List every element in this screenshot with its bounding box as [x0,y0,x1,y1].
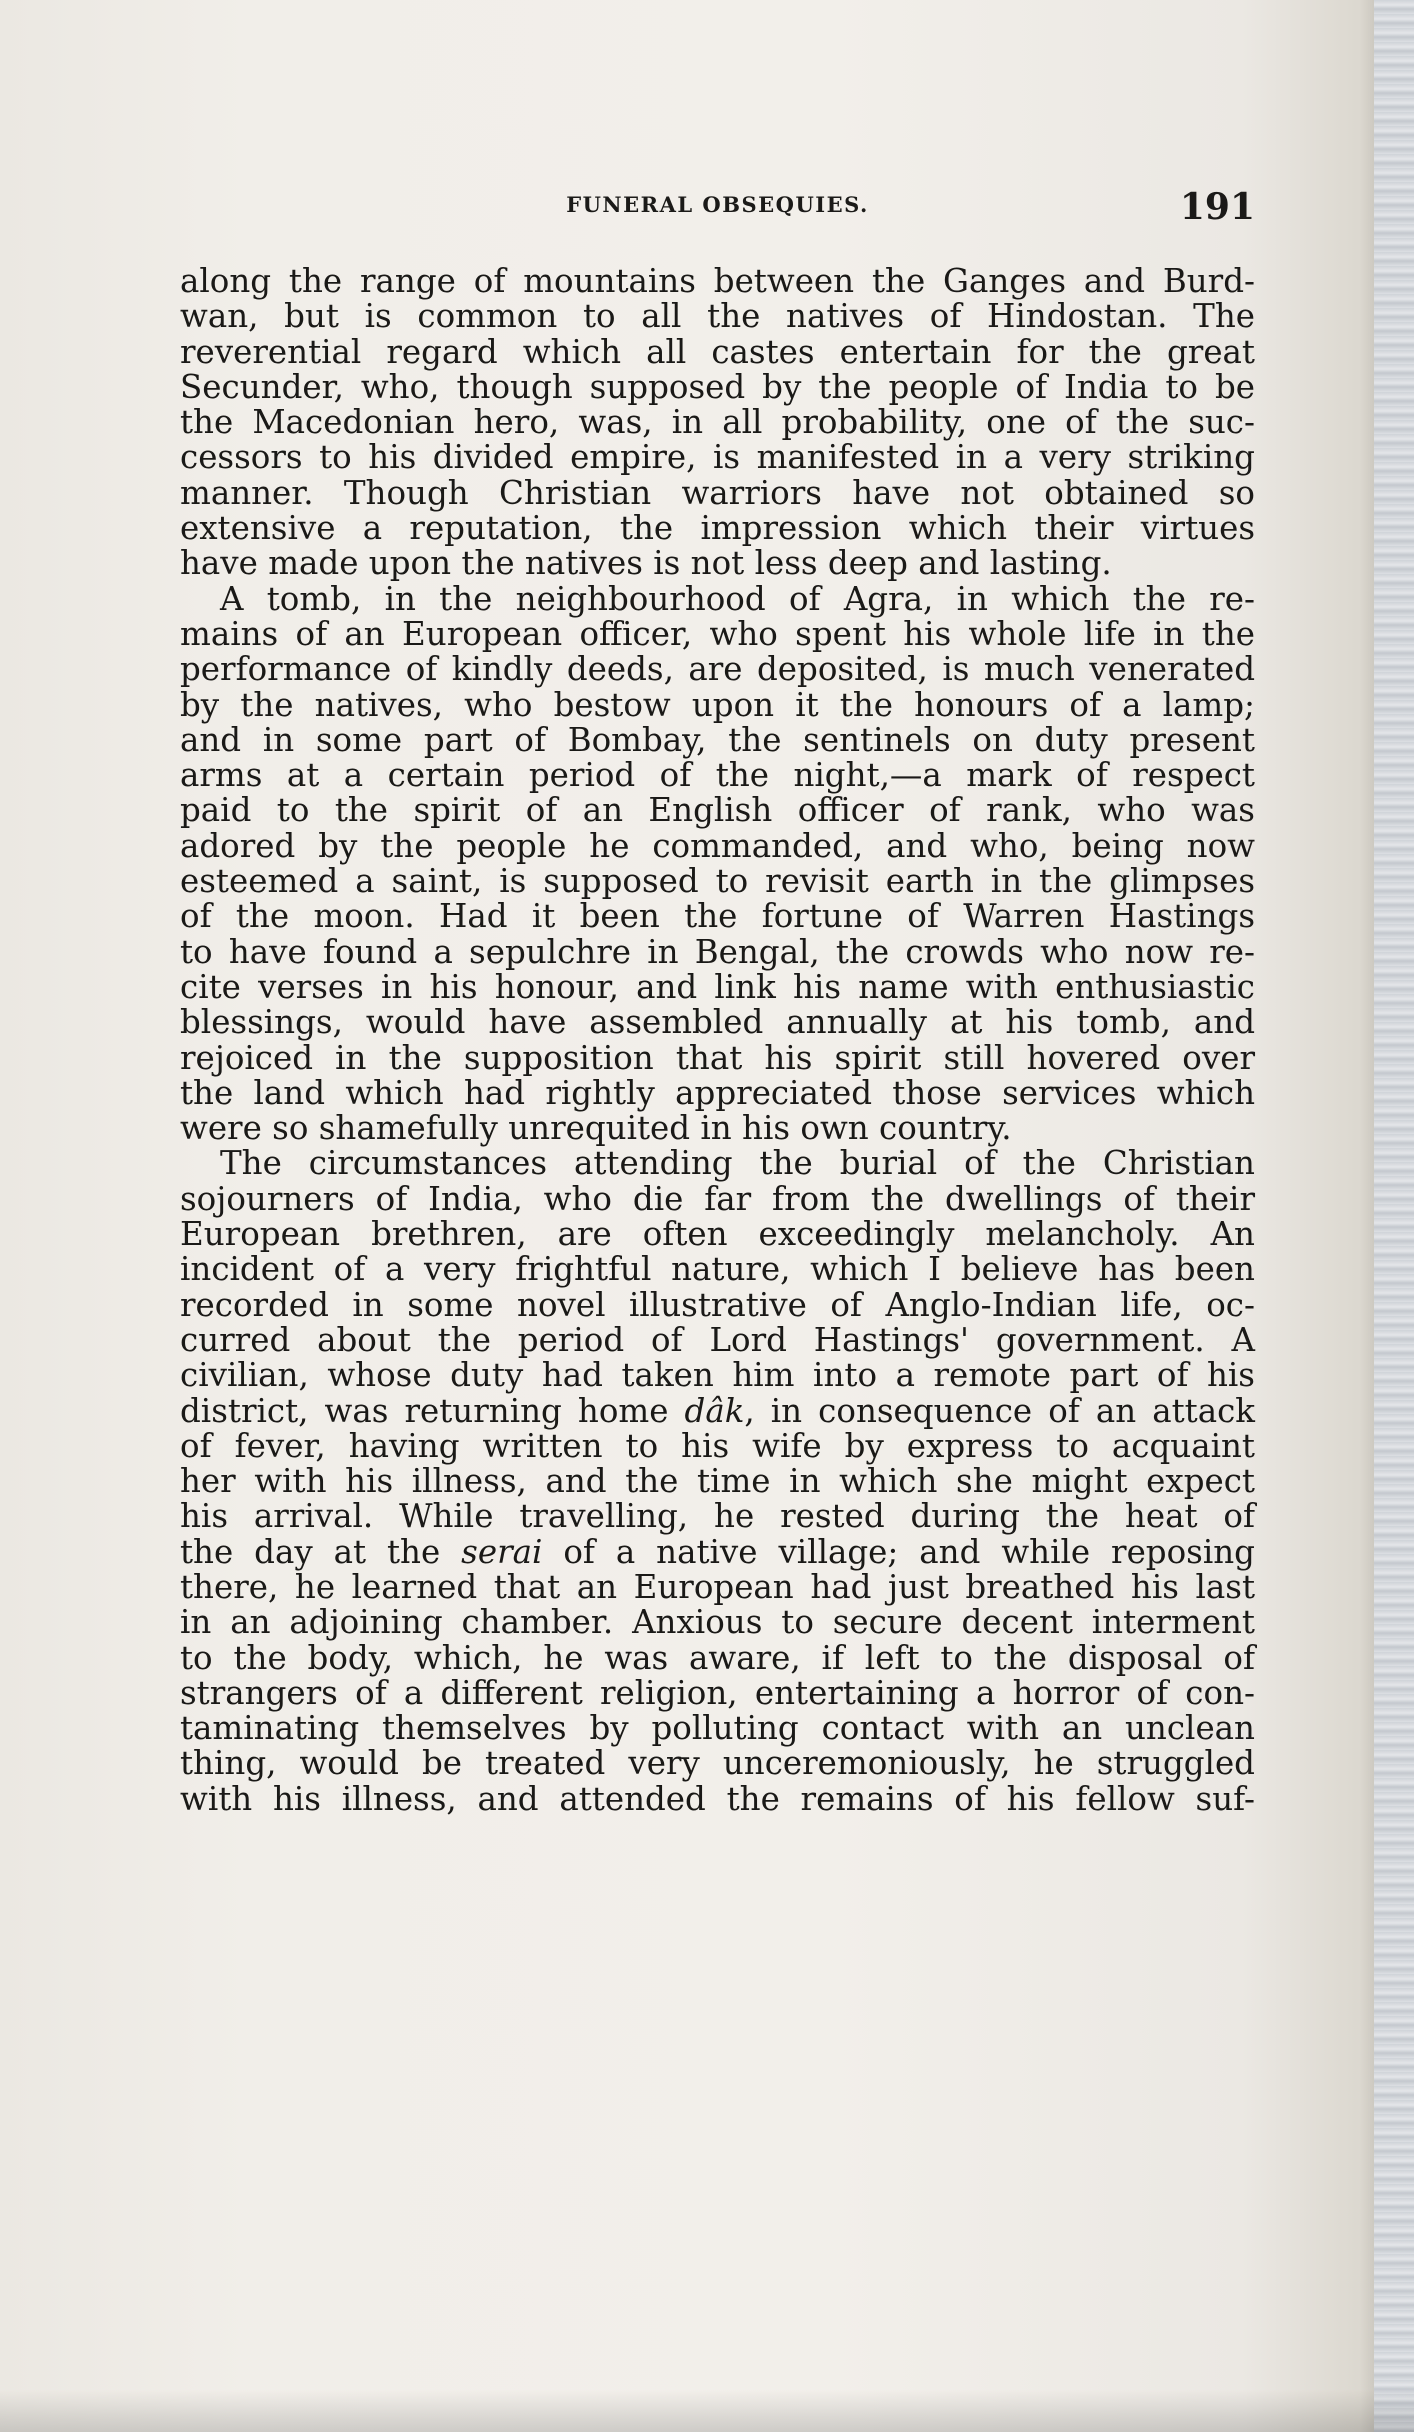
text-line: his arrival. While travelling, he rested during the heat of [180,1497,1255,1536]
text-line: The circumstances attending the burial of the Christian [220,1144,1255,1183]
page-stack-edge [1374,0,1414,2432]
text-line: strangers of a different religion, entertaining a horror of con- [180,1673,1255,1712]
dak-italic: dâk [684,1391,745,1430]
text-line: to the body, which, he was aware, if left to the disposal of [180,1638,1255,1677]
text-line: by the natives, who bestow upon it the honours of a lamp; [180,685,1255,724]
serai-italic: serai [461,1532,543,1571]
serai-before: the day at the [180,1532,462,1571]
text-line: recorded in some novel illustrative of Anglo-Indian life, oc- [180,1285,1255,1324]
text-line: mains of an European officer, who spent his whole life in the [180,614,1255,653]
text-line-serai [180,1532,1255,1571]
page-number: 191 [1179,186,1255,228]
text-line: A tomb, in the neighbourhood of Agra, in which the re- [220,579,1255,618]
text-line: of fever, having written to his wife by express to acquaint [180,1426,1255,1465]
text-line: adored by the people he commanded, and who, being now [180,826,1255,865]
text-line: manner. Though Christian warriors have not obtained so [180,473,1255,512]
text-line-dak [180,1391,1255,1430]
text-line: incident of a very frightful nature, which I believe has been [180,1250,1255,1289]
running-title: FUNERAL OBSEQUIES. [566,192,869,217]
text-line: along the range of mountains between the Ganges and Burd- [180,262,1255,300]
text-line: cite verses in his honour, and link his name with enthusiastic [180,967,1255,1006]
dak-before: district, was returning home [180,1391,685,1430]
text-line: paid to the spirit of an English officer of rank, who was [180,791,1255,830]
text-line: curred about the period of Lord Hastings' government. A [180,1320,1255,1359]
text-line: cessors to his divided empire, is manifested in a very striking [180,438,1255,477]
text-line: sojourners of India, who die far from the dwellings of their [180,1179,1255,1218]
text-line: reverential regard which all castes entertain for the great [180,332,1255,371]
text-line: the land which had rightly appreciated those services which [180,1073,1255,1112]
serai-after: of a native village; and while reposing [542,1532,1255,1571]
running-head [180,186,1255,230]
text-line: extensive a reputation, the impression which their virtues [180,509,1255,548]
text-line: and in some part of Bombay, the sentinels on duty present [180,720,1255,759]
text-line: arms at a certain period of the night,—a mark of respect [180,756,1255,795]
text-line: have made upon the natives is not less deep and lasting. [180,544,1112,583]
text-line: there, he learned that an European had just breathed his last [180,1567,1255,1606]
text-line: were so shamefully unrequited in his own country. [180,1109,1012,1148]
text-line: thing, would be treated very unceremoniously, he struggled [180,1744,1255,1783]
body-text [180,264,1255,1817]
dak-after: , in consequence of an attack [744,1391,1255,1430]
text-line: with his illness, and attended the remains of his fellow suf- [180,1779,1255,1818]
text-line: her with his illness, and the time in which she might expect [180,1462,1255,1501]
text-line: performance of kindly deeds, are deposited, is much venerated [180,650,1255,689]
text-line: blessings, would have assembled annually at his tomb, and [180,1003,1255,1042]
text-line: to have found a sepulchre in Bengal, the crowds who now re- [180,932,1255,971]
text-line: esteemed a saint, is supposed to revisit earth in the glimpses [180,862,1255,901]
text-line: rejoiced in the supposition that his spirit still hovered over [180,1038,1255,1077]
bottom-shadow [0,2390,1414,2432]
text-line: in an adjoining chamber. Anxious to secure decent interment [180,1603,1255,1642]
text-line: wan, but is common to all the natives of Hindostan. The [180,297,1255,336]
text-line: of the moon. Had it been the fortune of Warren Hastings [180,897,1255,936]
text-line: European brethren, are often exceedingly melancholy. An [180,1215,1255,1254]
text-line: taminating themselves by polluting contact with an unclean [180,1709,1255,1748]
text-line: civilian, whose duty had taken him into a remote part of his [180,1356,1255,1395]
text-line: the Macedonian hero, was, in all probability, one of the suc- [180,403,1255,442]
text-line: Secunder, who, though supposed by the people of India to be [180,367,1255,406]
